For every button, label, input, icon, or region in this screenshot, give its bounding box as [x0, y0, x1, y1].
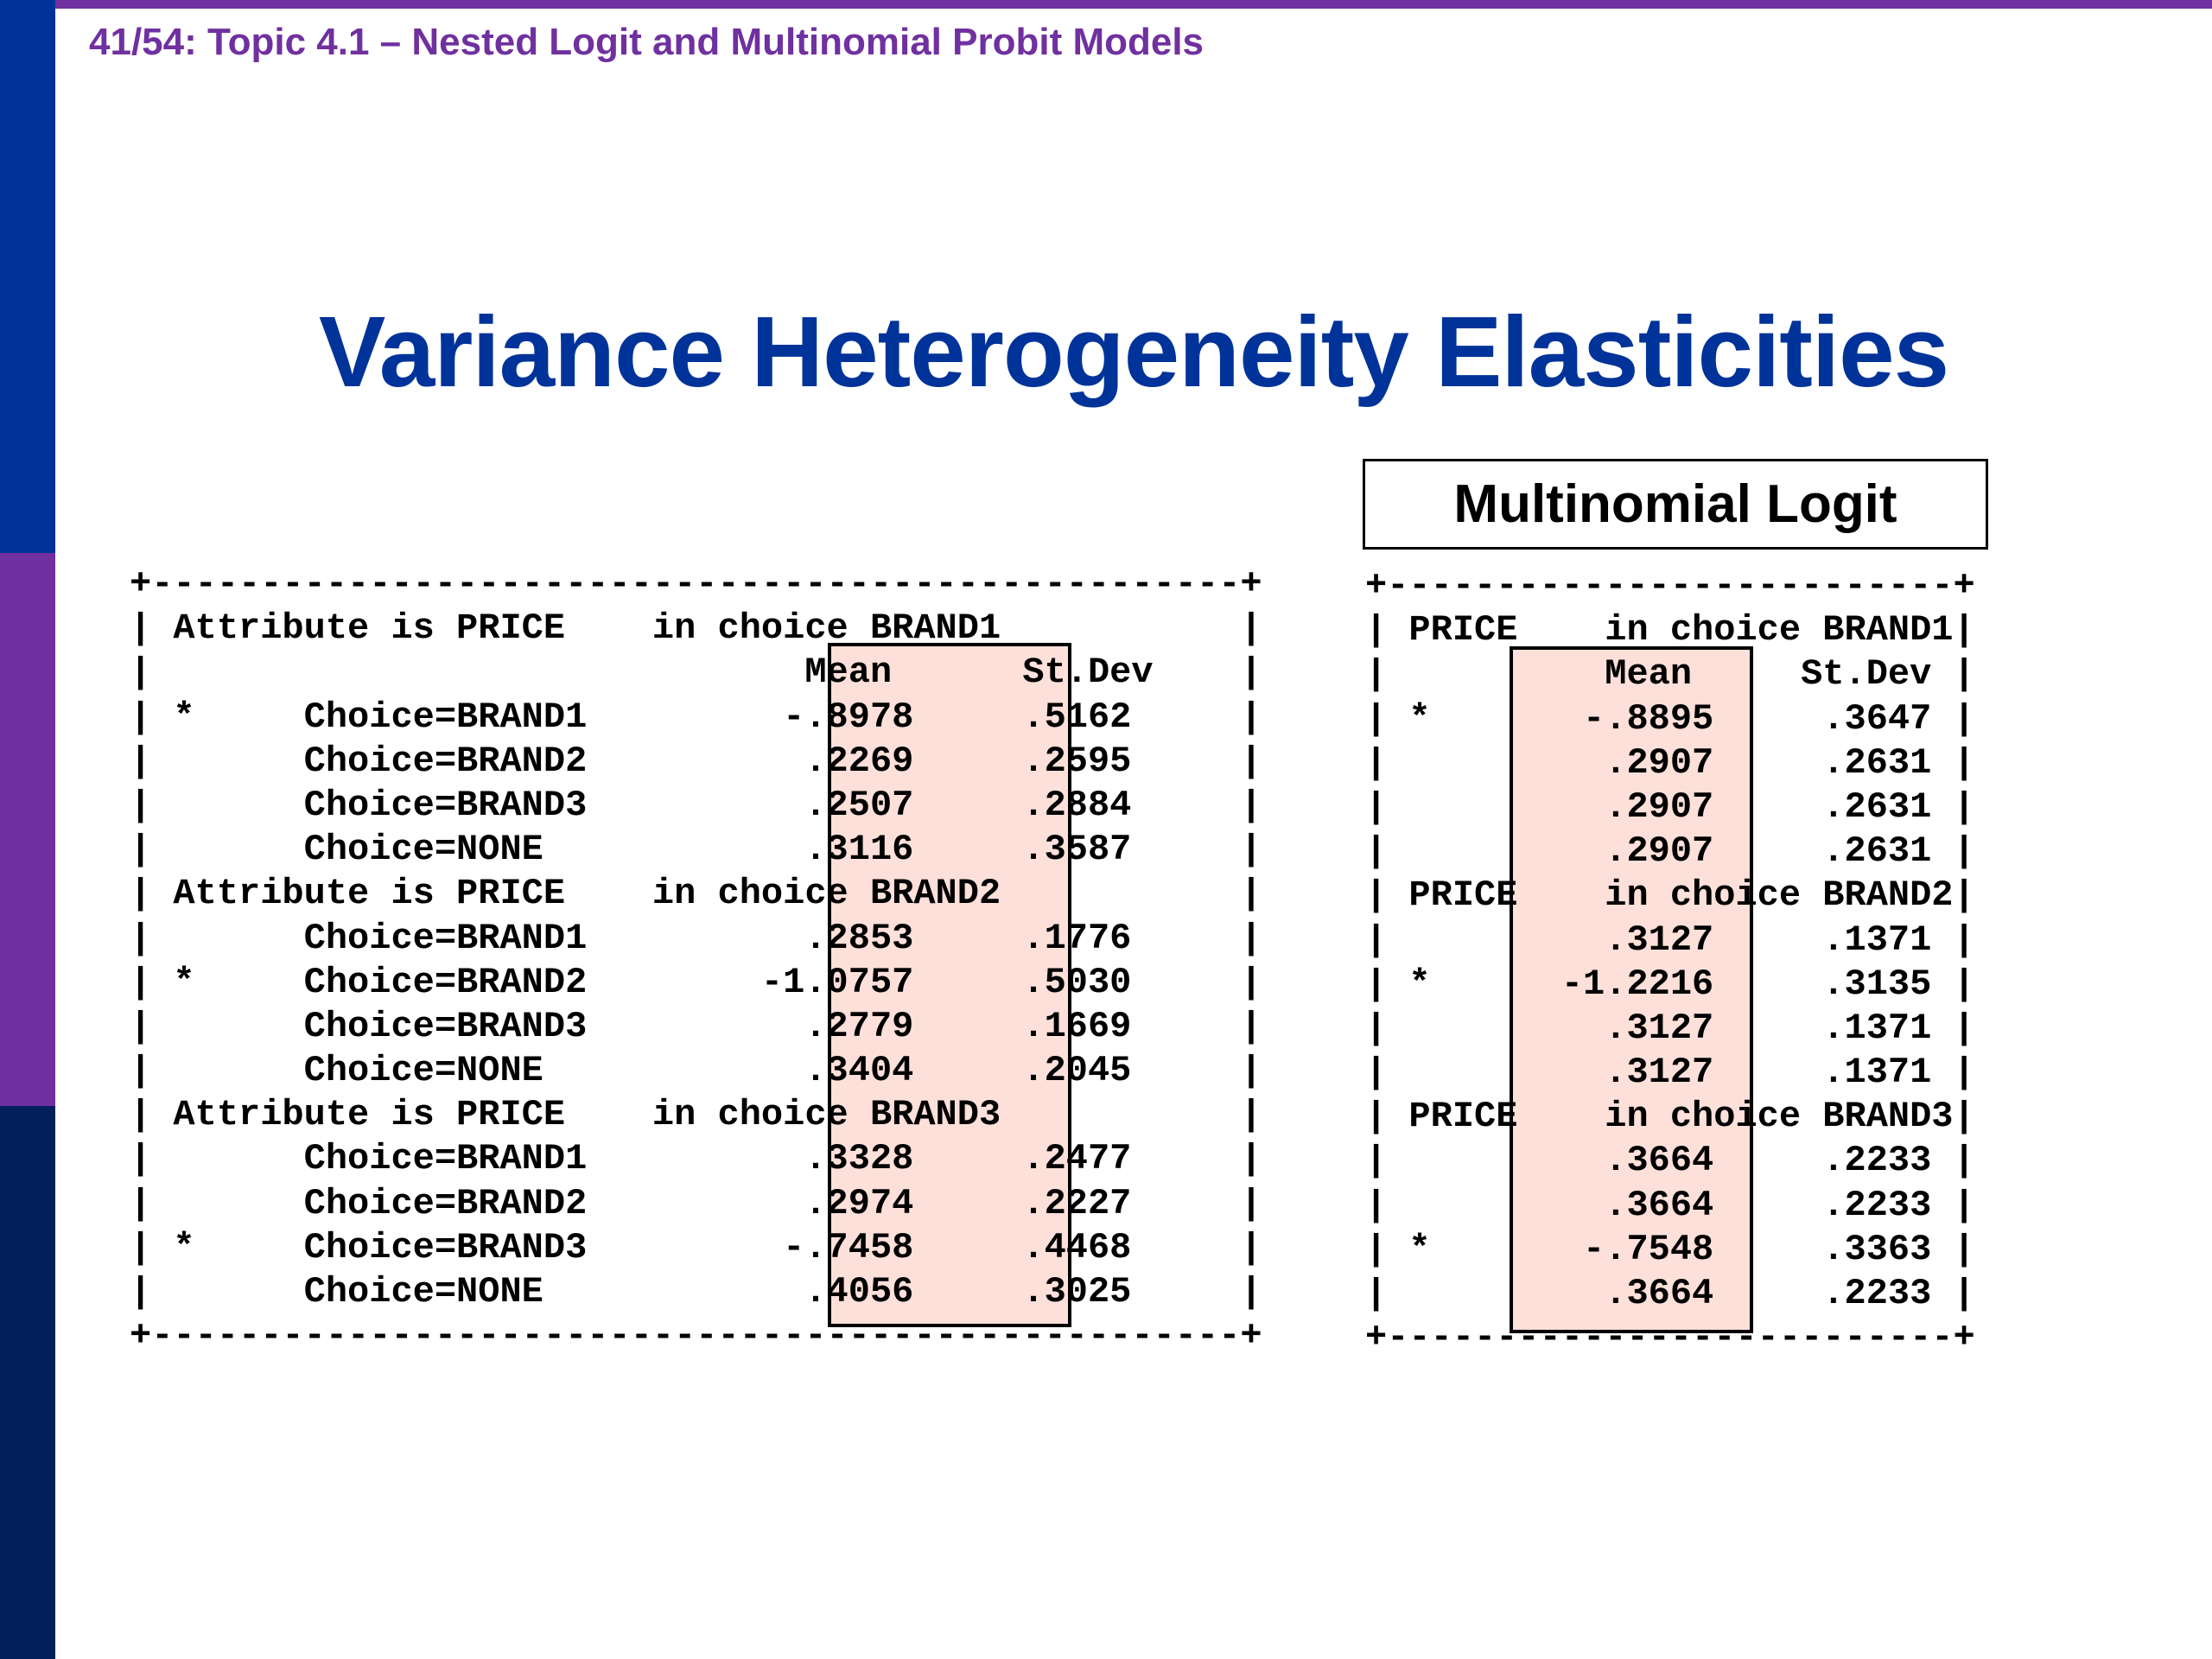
table-row: | PRICE in choice BRAND3| — [1365, 1096, 1975, 1138]
multinomial-logit-label: Multinomial Logit — [1453, 474, 1897, 534]
table-row: | Attribute is PRICE in choice BRAND1 | — [130, 607, 1262, 650]
table-row: | Attribute is PRICE in choice BRAND2 | — [130, 873, 1262, 915]
multinomial-logit-elasticity-table — [1365, 564, 1975, 1360]
table-row: | Choice=NONE .3116 .3587 | — [130, 829, 1262, 871]
table-row: | .3664 .2233 | — [1365, 1273, 1975, 1314]
table-row: | Choice=BRAND1 .2853 .1776 | — [130, 917, 1262, 959]
table-row: | * -.8895 .3647 | — [1365, 697, 1975, 740]
variance-heterogeneity-elasticity-table — [130, 563, 1262, 1358]
table-row: | * Choice=BRAND1 -.8978 .5162 | — [130, 696, 1262, 738]
left-accent-bar-top — [0, 0, 55, 553]
table-row: +--------------------------------------------------+ — [130, 563, 1262, 605]
table-row: | .2907 .2631 | — [1365, 830, 1975, 873]
table-row: | * -.7548 .3363 | — [1365, 1228, 1975, 1270]
table-row: | Choice=BRAND2 .2269 .2595 | — [130, 740, 1262, 782]
table-row: | .2907 .2631 | — [1365, 741, 1975, 784]
table-row: | .3127 .1371 | — [1365, 1007, 1975, 1049]
table-row: | Choice=NONE .4056 .3025 | — [130, 1271, 1262, 1313]
table-row: | Choice=BRAND2 .2974 .2227 | — [130, 1182, 1262, 1224]
table-row: | Mean St.Dev | — [1365, 653, 1975, 696]
table-row: | Choice=BRAND3 .2507 .2884 | — [130, 784, 1262, 826]
table-row: +--------------------------------------------------+ — [130, 1315, 1262, 1357]
table-row: | .3127 .1371 | — [1365, 918, 1975, 961]
left-accent-bar-bottom — [0, 1106, 55, 1659]
table-row: | .2907 .2631 | — [1365, 785, 1975, 828]
table-row: | .3127 .1371 | — [1365, 1052, 1975, 1094]
table-row: | PRICE in choice BRAND2| — [1365, 874, 1975, 917]
table-row: +--------------------------+ — [1365, 1317, 1975, 1359]
table-row: | * Choice=BRAND3 -.7458 .4468 | — [130, 1226, 1262, 1268]
table-row: | .3664 .2233 | — [1365, 1140, 1975, 1182]
multinomial-logit-label-box — [1363, 459, 1988, 550]
table-row: | Choice=NONE .3404 .2045 | — [130, 1050, 1262, 1092]
table-row: | Mean St.Dev | — [130, 652, 1262, 694]
table-row: +--------------------------+ — [1365, 565, 1975, 607]
table-row: | * -1.2216 .3135 | — [1365, 963, 1975, 1005]
table-row: | Choice=BRAND1 .3328 .2477 | — [130, 1138, 1262, 1180]
left-accent-bar-middle — [0, 553, 55, 1106]
table-row: | * Choice=BRAND2 -1.0757 .5030 | — [130, 961, 1262, 1003]
top-rule — [55, 0, 2212, 9]
table-row: | Attribute is PRICE in choice BRAND3 | — [130, 1094, 1262, 1136]
slide-breadcrumb: 41/54: Topic 4.1 – Nested Logit and Multinomial Probit Models — [89, 21, 1205, 63]
slide-title: Variance Heterogeneity Elasticities — [318, 296, 1949, 408]
table-row: | Choice=BRAND3 .2779 .1669 | — [130, 1005, 1262, 1047]
table-row: | PRICE in choice BRAND1| — [1365, 609, 1975, 652]
table-row: | .3664 .2233 | — [1365, 1184, 1975, 1226]
